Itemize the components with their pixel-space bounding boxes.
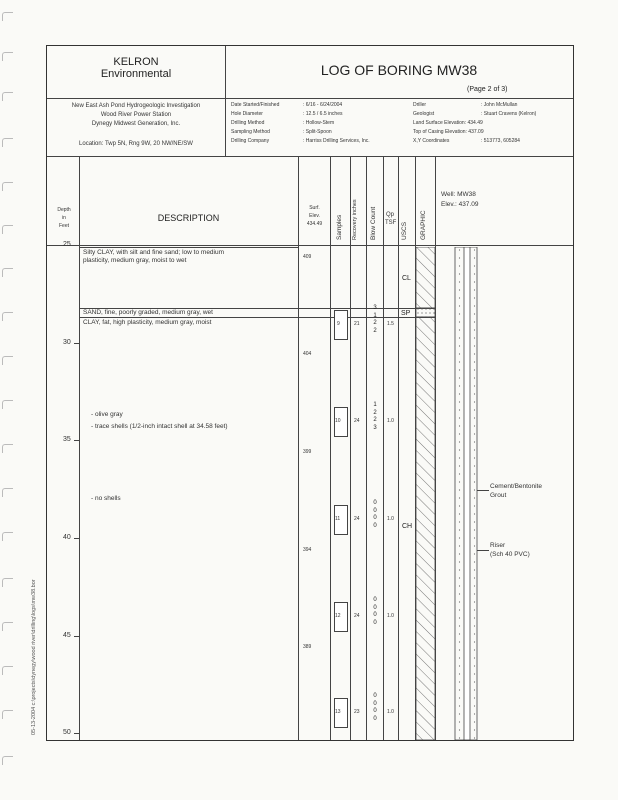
info2-label: Driller [413, 102, 427, 108]
surf-elev-header: Surf. [309, 205, 320, 211]
col-sep-desc [298, 156, 299, 740]
blow-count-stack [371, 693, 379, 723]
uscs-code: SP [401, 310, 411, 317]
clay-hatch [416, 317, 435, 740]
riser-leader [477, 550, 489, 551]
info2-value: : John McMullan [481, 102, 518, 108]
blow-count: 0 [373, 604, 377, 611]
col-sep-qp [398, 156, 399, 740]
qp-value: 1.0 [387, 613, 394, 619]
info-label: Drilling Method [231, 120, 265, 126]
col-sep-recovery [366, 156, 367, 740]
project-station: Wood River Power Station [100, 112, 172, 118]
blow-count-stack [371, 402, 379, 432]
info2-label: Top of Casing Elevation: 437.09 [413, 129, 484, 135]
blow-count: 0 [373, 708, 377, 714]
well-header: Elev.: 437.09 [441, 201, 479, 208]
recovery-value: 21 [354, 321, 360, 327]
qp-value: 1.5 [387, 321, 394, 327]
binder-hole [2, 268, 13, 277]
sample-number: 13 [335, 709, 341, 715]
info-value: : Harriss Drilling Services, Inc. [303, 138, 370, 144]
binder-hole [2, 400, 13, 409]
depth-tick [74, 343, 80, 344]
uscs-header: USCS [401, 221, 408, 240]
samples-header: Samples [336, 214, 343, 240]
blow-count: 0 [373, 612, 377, 618]
riser-label: (Sch 40 PVC) [490, 551, 530, 558]
riser-label: Riser [490, 542, 506, 549]
blow-count-header: Blow Count [370, 206, 377, 240]
desc-line: Silty CLAY, with silt and fine sand; low to medium [83, 249, 225, 256]
clay-hatch [416, 247, 435, 308]
depth-tick [74, 245, 80, 246]
layer-boundary [79, 317, 435, 318]
qp-value: 1.0 [387, 418, 394, 424]
blow-count-stack [371, 305, 379, 335]
uscs-code: CL [402, 275, 411, 282]
desc-line: CLAY, fat, high plasticity, medium gray, moist [83, 319, 212, 326]
depth-header: Depth [57, 207, 71, 213]
depth-header: in [62, 215, 66, 221]
blow-count: 0 [373, 715, 377, 722]
sample-number: 11 [335, 516, 341, 522]
binder-hole [2, 52, 13, 61]
blow-count: 3 [373, 424, 377, 431]
soil-graphic-column [416, 247, 435, 740]
depth-label: 40 [63, 534, 71, 541]
depth-tick [74, 538, 80, 539]
project-name: New East Ash Pond Hydrogeologic Investigation [71, 103, 201, 109]
binder-hole [2, 92, 13, 101]
elev-label: 404 [303, 351, 312, 357]
col-sep-depth [79, 156, 80, 740]
surf-elev-header: Elev. [309, 213, 320, 219]
desc-line: - no shells [91, 495, 121, 502]
blow-count: 2 [373, 409, 377, 416]
qp-header: Qp [386, 212, 395, 218]
binder-hole [2, 532, 13, 541]
binder-hole [2, 710, 13, 719]
binder-hole [2, 182, 13, 191]
project-client: Dynegy Midwest Generation, Inc. [91, 121, 181, 127]
qp-value: 1.0 [387, 516, 394, 522]
well-header: Well: MW38 [441, 191, 476, 198]
grout-leader [477, 490, 489, 491]
binder-hole [2, 312, 13, 321]
binder-hole [2, 756, 13, 765]
info-label: Hole Diameter [231, 111, 263, 117]
description-header: DESCRIPTION [157, 213, 220, 223]
info-value: : 6/16 - 6/24/2004 [303, 102, 343, 108]
info2-label: X,Y Coordinates [413, 138, 450, 144]
info2-value: : Stuart Cravens (Kelron) [481, 111, 537, 117]
depth-label: 25 [63, 241, 71, 248]
col-sep-samples [350, 156, 351, 740]
depth-tick [74, 733, 80, 734]
description-top-border [79, 247, 298, 248]
header-divider [47, 98, 573, 99]
project-location: Location: Twp 5N, Rng 9W, 20 NW/NE/SW [79, 141, 193, 147]
desc-line: - olive gray [91, 411, 123, 418]
blow-count: 1 [373, 312, 377, 319]
sand-dots [416, 308, 435, 317]
col-sep-blow [383, 156, 384, 740]
recovery-value: 24 [354, 516, 360, 522]
info2-label: Geologist [413, 111, 435, 117]
depth-header: Feet [58, 223, 69, 229]
depth-tick [74, 440, 80, 441]
blow-count: 1 [373, 402, 377, 408]
log-title: LOG OF BORING MW38 [320, 62, 478, 78]
blow-count-stack [371, 597, 379, 627]
depth-label: 50 [63, 729, 71, 736]
blow-count: 0 [373, 597, 377, 603]
surf-elev-header: 434.49 [306, 221, 323, 227]
info-label: Drilling Company [231, 138, 270, 144]
qp-value: 1.0 [387, 709, 394, 715]
binder-hole [2, 622, 13, 631]
blow-count-stack [371, 500, 379, 530]
blow-count: 2 [373, 327, 377, 334]
col-sep-surf [330, 156, 331, 740]
info-value: : Split-Spoon [303, 129, 332, 135]
page-label: (Page 2 of 3) [467, 86, 508, 93]
blow-count: 2 [373, 320, 377, 326]
boring-log-sheet [46, 45, 574, 741]
desc-line: - trace shells (1/2-inch intact shell at 34.58 feet) [91, 423, 228, 430]
uscs-code: CH [402, 523, 413, 530]
blow-count: 0 [373, 619, 377, 626]
binder-hole [2, 138, 13, 147]
blow-count: 0 [373, 500, 377, 506]
desc-line: plasticity, medium gray, moist to wet [83, 257, 187, 264]
binder-hole [2, 666, 13, 675]
depth-label: 35 [63, 436, 71, 443]
grout-label: Grout [490, 492, 507, 499]
binder-hole [2, 444, 13, 453]
company-subtitle: Environmental [100, 68, 172, 80]
qp-header: TSF [385, 220, 397, 226]
binder-hole [2, 488, 13, 497]
recovery-value: 24 [354, 613, 360, 619]
elev-label: 394 [303, 547, 312, 553]
sample-number: 10 [335, 418, 341, 424]
binder-hole [2, 225, 13, 234]
binder-hole [2, 12, 13, 21]
info2-value: : 513773, 605284 [481, 138, 520, 144]
blow-count: 0 [373, 522, 377, 529]
blow-count: 0 [373, 700, 377, 707]
sample-number: 9 [337, 321, 340, 327]
company-name: KELRON [113, 56, 159, 68]
depth-label: 45 [63, 632, 71, 639]
column-header-divider [47, 245, 573, 246]
elev-label: 409 [303, 254, 312, 260]
elev-label: 399 [303, 449, 312, 455]
header-divider [47, 156, 573, 157]
grout-label: Cement/Bentonite [490, 483, 543, 490]
recovery-value: 23 [354, 709, 360, 715]
blow-count: 0 [373, 507, 377, 514]
elev-label: 389 [303, 644, 312, 650]
blow-count: 3 [373, 305, 377, 311]
info-label: Date Started/Finished [231, 102, 280, 108]
info-label: Sampling Method [231, 129, 270, 135]
info-value: : Hollow-Stem [303, 120, 335, 126]
blow-count: 0 [373, 515, 377, 521]
sample-number: 12 [335, 613, 341, 619]
recovery-value: 24 [354, 418, 360, 424]
blow-count: 2 [373, 417, 377, 423]
desc-line: SAND, fine, poorly graded, medium gray, wet [83, 309, 213, 316]
margin-file-path: 05-13-2004 c:\projects\dynegy\wood river\drilling\logs\mw38.bor [31, 579, 37, 735]
blow-count: 0 [373, 693, 377, 699]
binder-hole [2, 356, 13, 365]
depth-tick [74, 636, 80, 637]
info-value: : 12.5 / 6.5 inches [303, 111, 343, 117]
col-sep-graphic [435, 156, 436, 740]
depth-label: 30 [63, 339, 71, 346]
info2-label: Land Surface Elevation: 434.49 [413, 120, 483, 126]
riser-pipe [464, 247, 470, 740]
binder-hole [2, 578, 13, 587]
graphic-header: GRAPHIC [420, 210, 427, 240]
recovery-header: Recovery inches [352, 199, 358, 240]
well-diagram [452, 247, 482, 740]
